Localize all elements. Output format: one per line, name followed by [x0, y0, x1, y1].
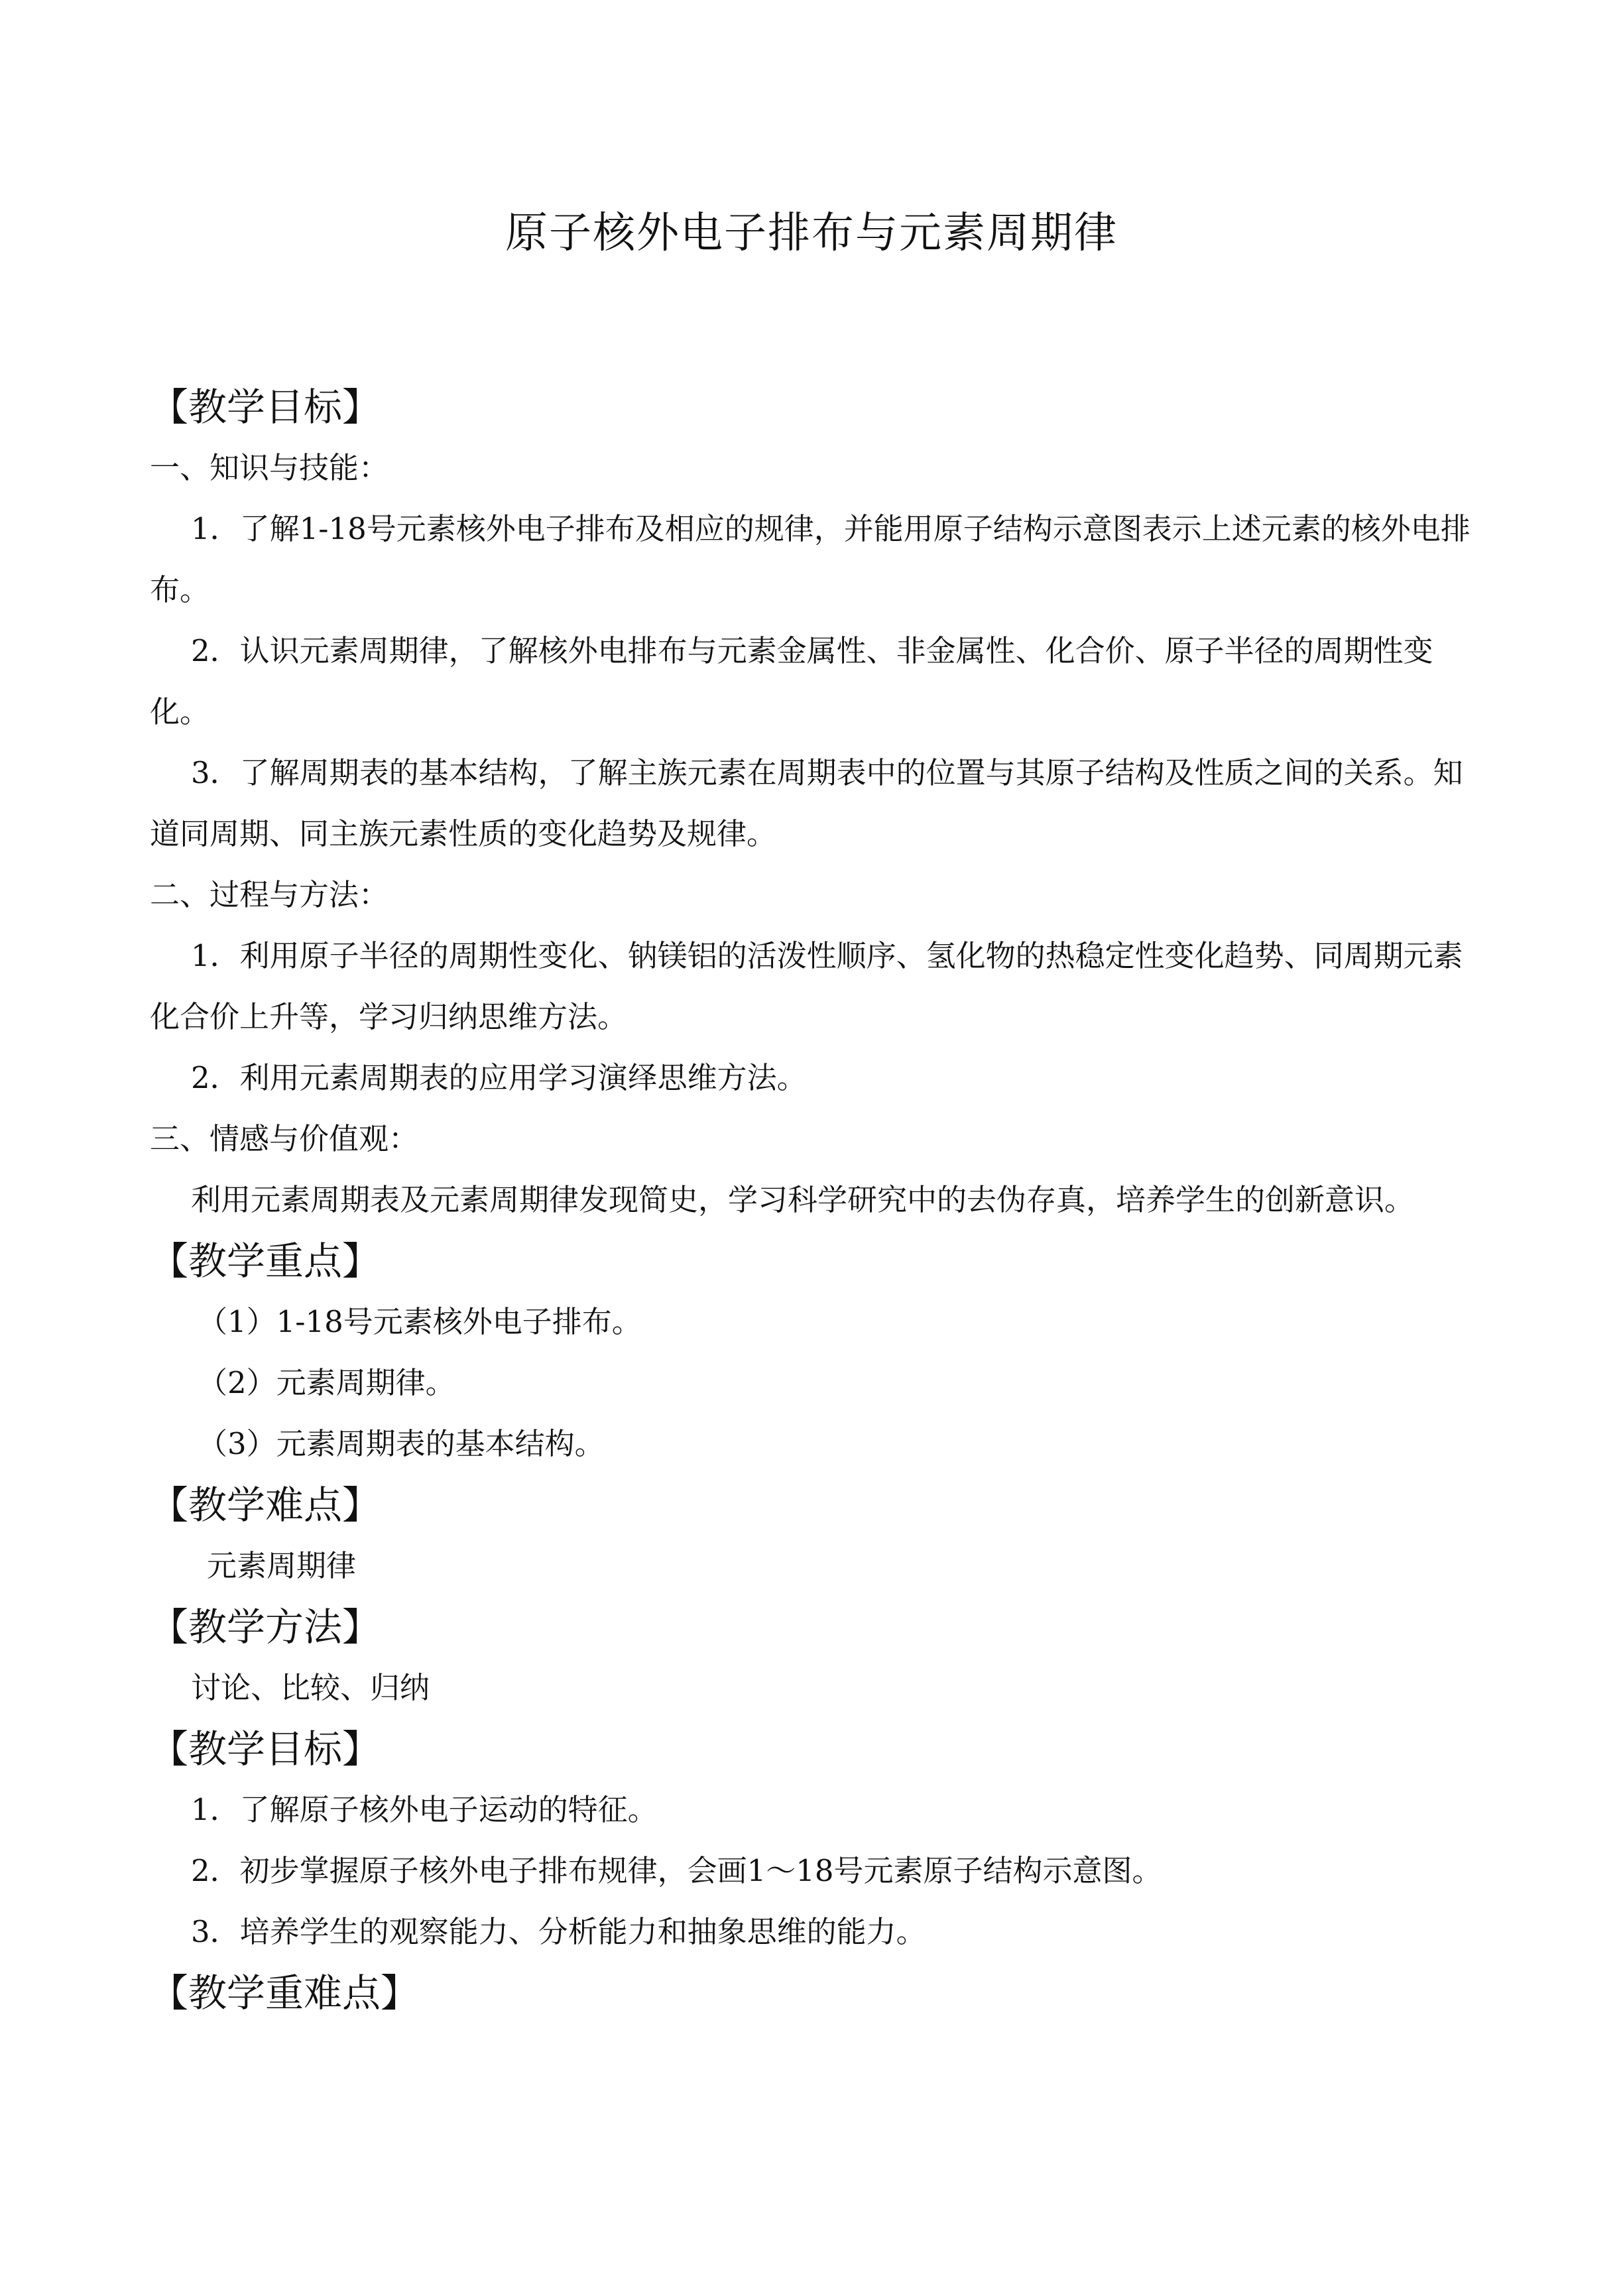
difficulty-text: 元素周期律: [207, 1548, 357, 1583]
objective-item: 1．了解原子核外电子运动的特征。: [191, 1792, 658, 1827]
section-heading-objectives: 【教学目标】: [150, 385, 381, 430]
process-item: 2．利用元素周期表的应用学习演绎思维方法。: [191, 1060, 807, 1095]
key-point-item: （3）元素周期表的基本结构。: [198, 1426, 605, 1461]
values-label: 三、情感与价值观：: [150, 1121, 419, 1156]
key-point-item: （2）元素周期律。: [198, 1365, 455, 1400]
section-heading-key-difficult: 【教学重难点】: [150, 1970, 420, 2016]
process-item: 1．利用原子半径的周期性变化、钠镁铝的活泼性顺序、氢化物的热稳定性变化趋势、同周期元素化合价上升等，学习归纳思维方法。: [150, 938, 1463, 1034]
section-heading-difficulties: 【教学难点】: [150, 1482, 381, 1528]
section-heading-objectives-2: 【教学目标】: [150, 1726, 381, 1772]
section-heading-key-points: 【教学重点】: [150, 1239, 381, 1284]
knowledge-label: 一、知识与技能：: [150, 450, 389, 485]
document-body: [150, 377, 1489, 2024]
values-text: 利用元素周期表及元素周期律发现简史，学习科学研究中的去伪存真，培养学生的创新意识。: [191, 1182, 1415, 1217]
objective-item: 2．初步掌握原子核外电子排布规律，会画1～18号元素原子结构示意图。: [191, 1853, 1162, 1888]
objective-item: 3．培养学生的观察能力、分析能力和抽象思维的能力。: [191, 1914, 926, 1949]
knowledge-item: 2．认识元素周期律，了解核外电排布与元素金属性、非金属性、化合价、原子半径的周期性变化。: [150, 633, 1433, 729]
knowledge-item: 1．了解1-18号元素核外电子排布及相应的规律，并能用原子结构示意图表示上述元素的核外电排布。: [150, 511, 1471, 607]
process-label: 二、过程与方法：: [150, 877, 389, 912]
section-heading-methods: 【教学方法】: [150, 1604, 381, 1650]
knowledge-item: 3．了解周期表的基本结构，了解主族元素在周期表中的位置与其原子结构及性质之间的关系。知道同周期、同主族元素性质的变化趋势及规律。: [150, 755, 1463, 851]
methods-text: 讨论、比较、归纳: [191, 1670, 430, 1705]
key-point-item: （1）1-18号元素核外电子排布。: [198, 1304, 642, 1339]
page-title: 原子核外电子排布与元素周期律: [505, 209, 1118, 258]
